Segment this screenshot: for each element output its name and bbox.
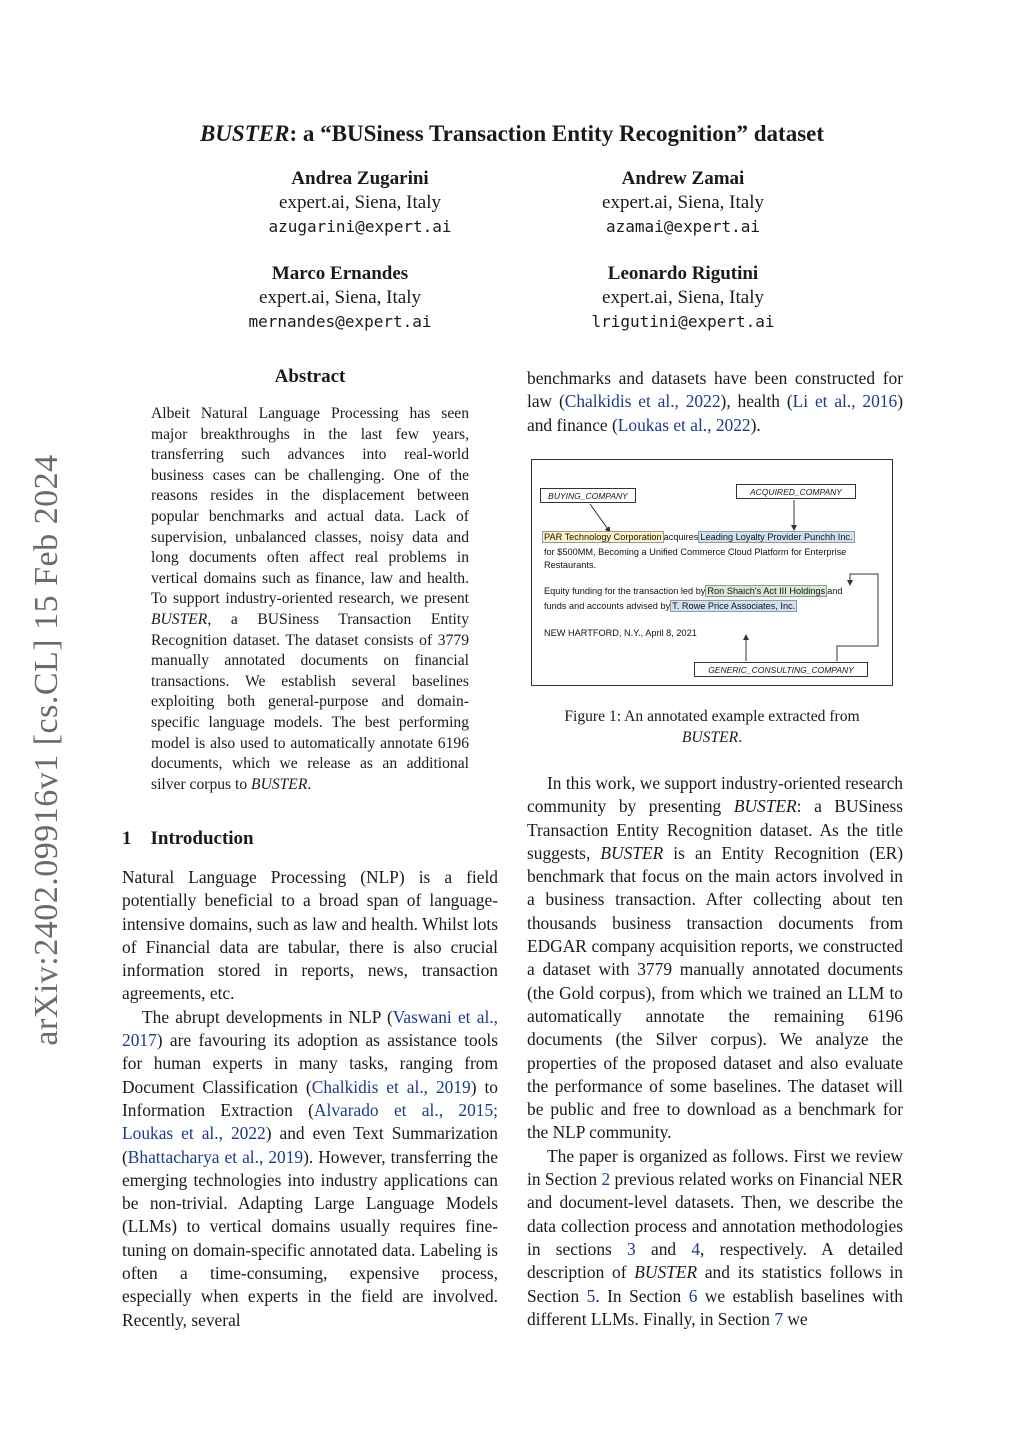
figure-line-1	[542, 531, 855, 544]
caption-end: .	[738, 729, 743, 746]
label-acquired-company: ACQUIRED_COMPANY	[736, 484, 856, 499]
figure-text: and	[827, 586, 843, 596]
section-title: Introduction	[150, 828, 254, 849]
author-name: Andrew Zamai	[621, 168, 745, 189]
section-ref-link[interactable]: 4	[691, 1238, 701, 1259]
figure-dateline: NEW HARTFORD, N.Y., April 8, 2021	[544, 628, 697, 638]
text: , respectively. A detailed description of	[527, 1238, 904, 1283]
author-email[interactable]: azamai@expert.ai	[605, 217, 761, 236]
entity-rowe-price: T. Rowe Price Associates, Inc.	[672, 601, 796, 611]
label-buying-company: BUYING_COMPANY	[540, 488, 636, 503]
entity-ron-shaich: Ron Shaich's Act III Holdings	[707, 586, 826, 596]
text: we establish baselines with different LLMs. Finally, in Section	[527, 1285, 903, 1329]
citation-link[interactable]: Alvarado et al., 2015; Loukas et al., 2022	[122, 1099, 498, 1144]
text: : a BUSiness Transaction Entity Recognition dataset. As the title suggests,	[527, 796, 903, 863]
author-affiliation: expert.ai, Siena, Italy	[602, 192, 764, 213]
author-block-4	[473, 262, 893, 334]
text: benchmarks and datasets have been constructed for law (	[527, 368, 903, 412]
section-heading-introduction	[122, 828, 254, 850]
arrow-buying	[590, 504, 610, 532]
abstract-text-1: Albeit Natural Language Processing has seen major breakthroughs in the last few years, transferring such advances into real-world business cases can be challenging. One of the reasons resides in the displacement between popular benchmarks and actual data. Lack of supervision, unbalanced classes, noisy data and long documents often affect real problems in vertical domains such as finance, law and health. To support industry-oriented research, we present	[151, 405, 469, 608]
author-name: Leonardo Rigutini	[607, 263, 759, 284]
label-consulting-company: GENERIC_CONSULTING_COMPANY	[694, 662, 868, 677]
right-top-paragraph	[527, 367, 903, 437]
citation-link[interactable]: Vaswani et al., 2017	[122, 1006, 498, 1051]
citation-link[interactable]: Loukas et al., 2022	[617, 414, 751, 435]
intro-paragraph-1: Natural Language Processing (NLP) is a field potentially beneficial to a broad span of language-intensive domains, such as law and health. Whilst lots of Financial data are tabular, there is also crucial information stored in reports, news, transaction agreements, etc.	[122, 867, 498, 1004]
title-rest: : a “BUSiness Transaction Entity Recognition” dataset	[289, 121, 825, 146]
intro-left-column	[122, 866, 498, 1332]
arrow-consulting-ron	[837, 574, 878, 661]
text: previous related works on Financial NER and document-level datasets. Then, we describe the data collection process and annotation methodologies in sections	[527, 1169, 903, 1259]
text: we	[783, 1308, 808, 1329]
abstract-buster-2: BUSTER	[251, 775, 308, 793]
entity-acquired: Leading Loyalty Provider Punchh Inc.	[700, 532, 853, 542]
abstract-heading: Abstract	[274, 366, 346, 387]
figure-line-2: for $500MM, Becoming a Unified Commerce Cloud Platform for Enterprise	[544, 547, 847, 557]
abstract-text-2: , a BUSiness Transaction Entity Recognition dataset. The dataset consists of 3779 manually annotated documents on financial transactions. We establish several baselines exploiting both general-purpose and domain-specific language models. The best performing model is also used to automatically annotate 6196 documents, which we release as an additional silver corpus to	[151, 610, 469, 793]
right-paragraph-2	[527, 1145, 903, 1331]
text: ).	[750, 414, 761, 435]
caption-buster: BUSTER	[681, 729, 739, 746]
text: . In Section	[595, 1285, 689, 1306]
text: is an Entity Recognition (ER) benchmark that focus on the main actors involved in a business transaction. After collecting about ten thousands business transaction documents from EDGAR company acquisition reports, we constructed a dataset with 3779 manually annotated documents (the Gold corpus), from which we trained an LLM to automatically annotate the remaining 6196 documents (the Silver corpus). We analyze the properties of the proposed dataset and also evaluate the performance of some baselines. The dataset will be public and free to download as a benchmark for the NLP community.	[527, 842, 903, 1143]
text: The paper is organized as follows. First we review in Section	[527, 1145, 903, 1190]
text: ) and even Text Summarization (	[122, 1123, 498, 1167]
text: ), health (	[720, 391, 793, 412]
text: In this work, we support industry-oriented research community by presenting	[527, 773, 903, 817]
author-affiliation: expert.ai, Siena, Italy	[602, 287, 764, 308]
section-ref-link[interactable]: 6	[688, 1285, 698, 1306]
text: ) to Information Extraction (	[122, 1076, 498, 1120]
figure-line-4	[544, 585, 842, 598]
section-ref-link[interactable]: 2	[601, 1169, 611, 1190]
right-column-body	[527, 772, 903, 1331]
right-paragraph-1	[527, 772, 903, 1145]
section-ref-link[interactable]: 7	[774, 1308, 784, 1329]
author-name: Marco Ernandes	[271, 263, 409, 284]
right-column-top	[527, 367, 903, 437]
text: and its statistics follows in Section	[527, 1262, 903, 1306]
figure-line-5	[544, 600, 797, 613]
citation-link[interactable]: Bhattacharya et al., 2019	[127, 1146, 304, 1167]
arxiv-stamp: arXiv:2402.09916v1 [cs.CL] 15 Feb 2024	[28, 454, 65, 1046]
caption-line-1: Figure 1: An annotated example extracted from	[564, 708, 860, 725]
text: and	[635, 1238, 692, 1259]
intro-paragraph-2	[122, 1006, 498, 1332]
citation-link[interactable]: Chalkidis et al., 2019	[311, 1076, 471, 1097]
buster-italic: BUSTER	[733, 796, 797, 817]
author-affiliation: expert.ai, Siena, Italy	[259, 287, 421, 308]
figure-1	[531, 459, 893, 686]
abstract-buster-1: BUSTER	[151, 610, 208, 628]
text: ). However, transferring the emerging technologies into industry applications can be non-trivial. Adapting Large Language Models (LLMs) to vertical domains usually requires fine-tuning on domain-specific annotated data. Labeling is often a time-consuming, expensive process, especially when experts in the field are involved. Recently, several	[122, 1146, 498, 1330]
author-name: Andrea Zugarini	[291, 168, 429, 189]
text: ) and finance (	[527, 391, 903, 435]
text: The abrupt developments in NLP (	[142, 1006, 393, 1027]
author-affiliation: expert.ai, Siena, Italy	[279, 192, 441, 213]
figure-word: acquires	[663, 532, 699, 542]
abstract-text-3: .	[307, 775, 312, 793]
text: ) are favouring its adoption as assistance tools for human experts in many tasks, ranging from Document Classification (	[122, 1030, 498, 1097]
figure-line-3: Restaurants.	[544, 560, 597, 570]
abstract-body	[151, 404, 469, 795]
buster-italic: BUSTER	[634, 1262, 698, 1283]
author-email[interactable]: lrigutini@expert.ai	[591, 312, 775, 331]
section-ref-link[interactable]: 3	[627, 1238, 636, 1259]
paper-title	[0, 121, 1024, 147]
citation-link[interactable]: Chalkidis et al., 2022	[564, 391, 721, 412]
section-number: 1	[122, 828, 132, 849]
citation-link[interactable]: Li et al., 2016	[792, 391, 898, 412]
figure-text: funds and accounts advised by	[544, 601, 671, 611]
buster-italic: BUSTER	[600, 842, 664, 863]
author-email[interactable]: azugarini@expert.ai	[268, 217, 452, 236]
figure-caption	[530, 706, 894, 748]
author-email[interactable]: mernandes@expert.ai	[248, 312, 432, 331]
title-italic: BUSTER	[199, 121, 290, 146]
author-block-2	[473, 167, 893, 239]
entity-buyer: PAR Technology Corporation	[544, 532, 662, 542]
figure-text: Equity funding for the transaction led by	[544, 586, 706, 596]
section-ref-link[interactable]: 5	[586, 1285, 596, 1306]
